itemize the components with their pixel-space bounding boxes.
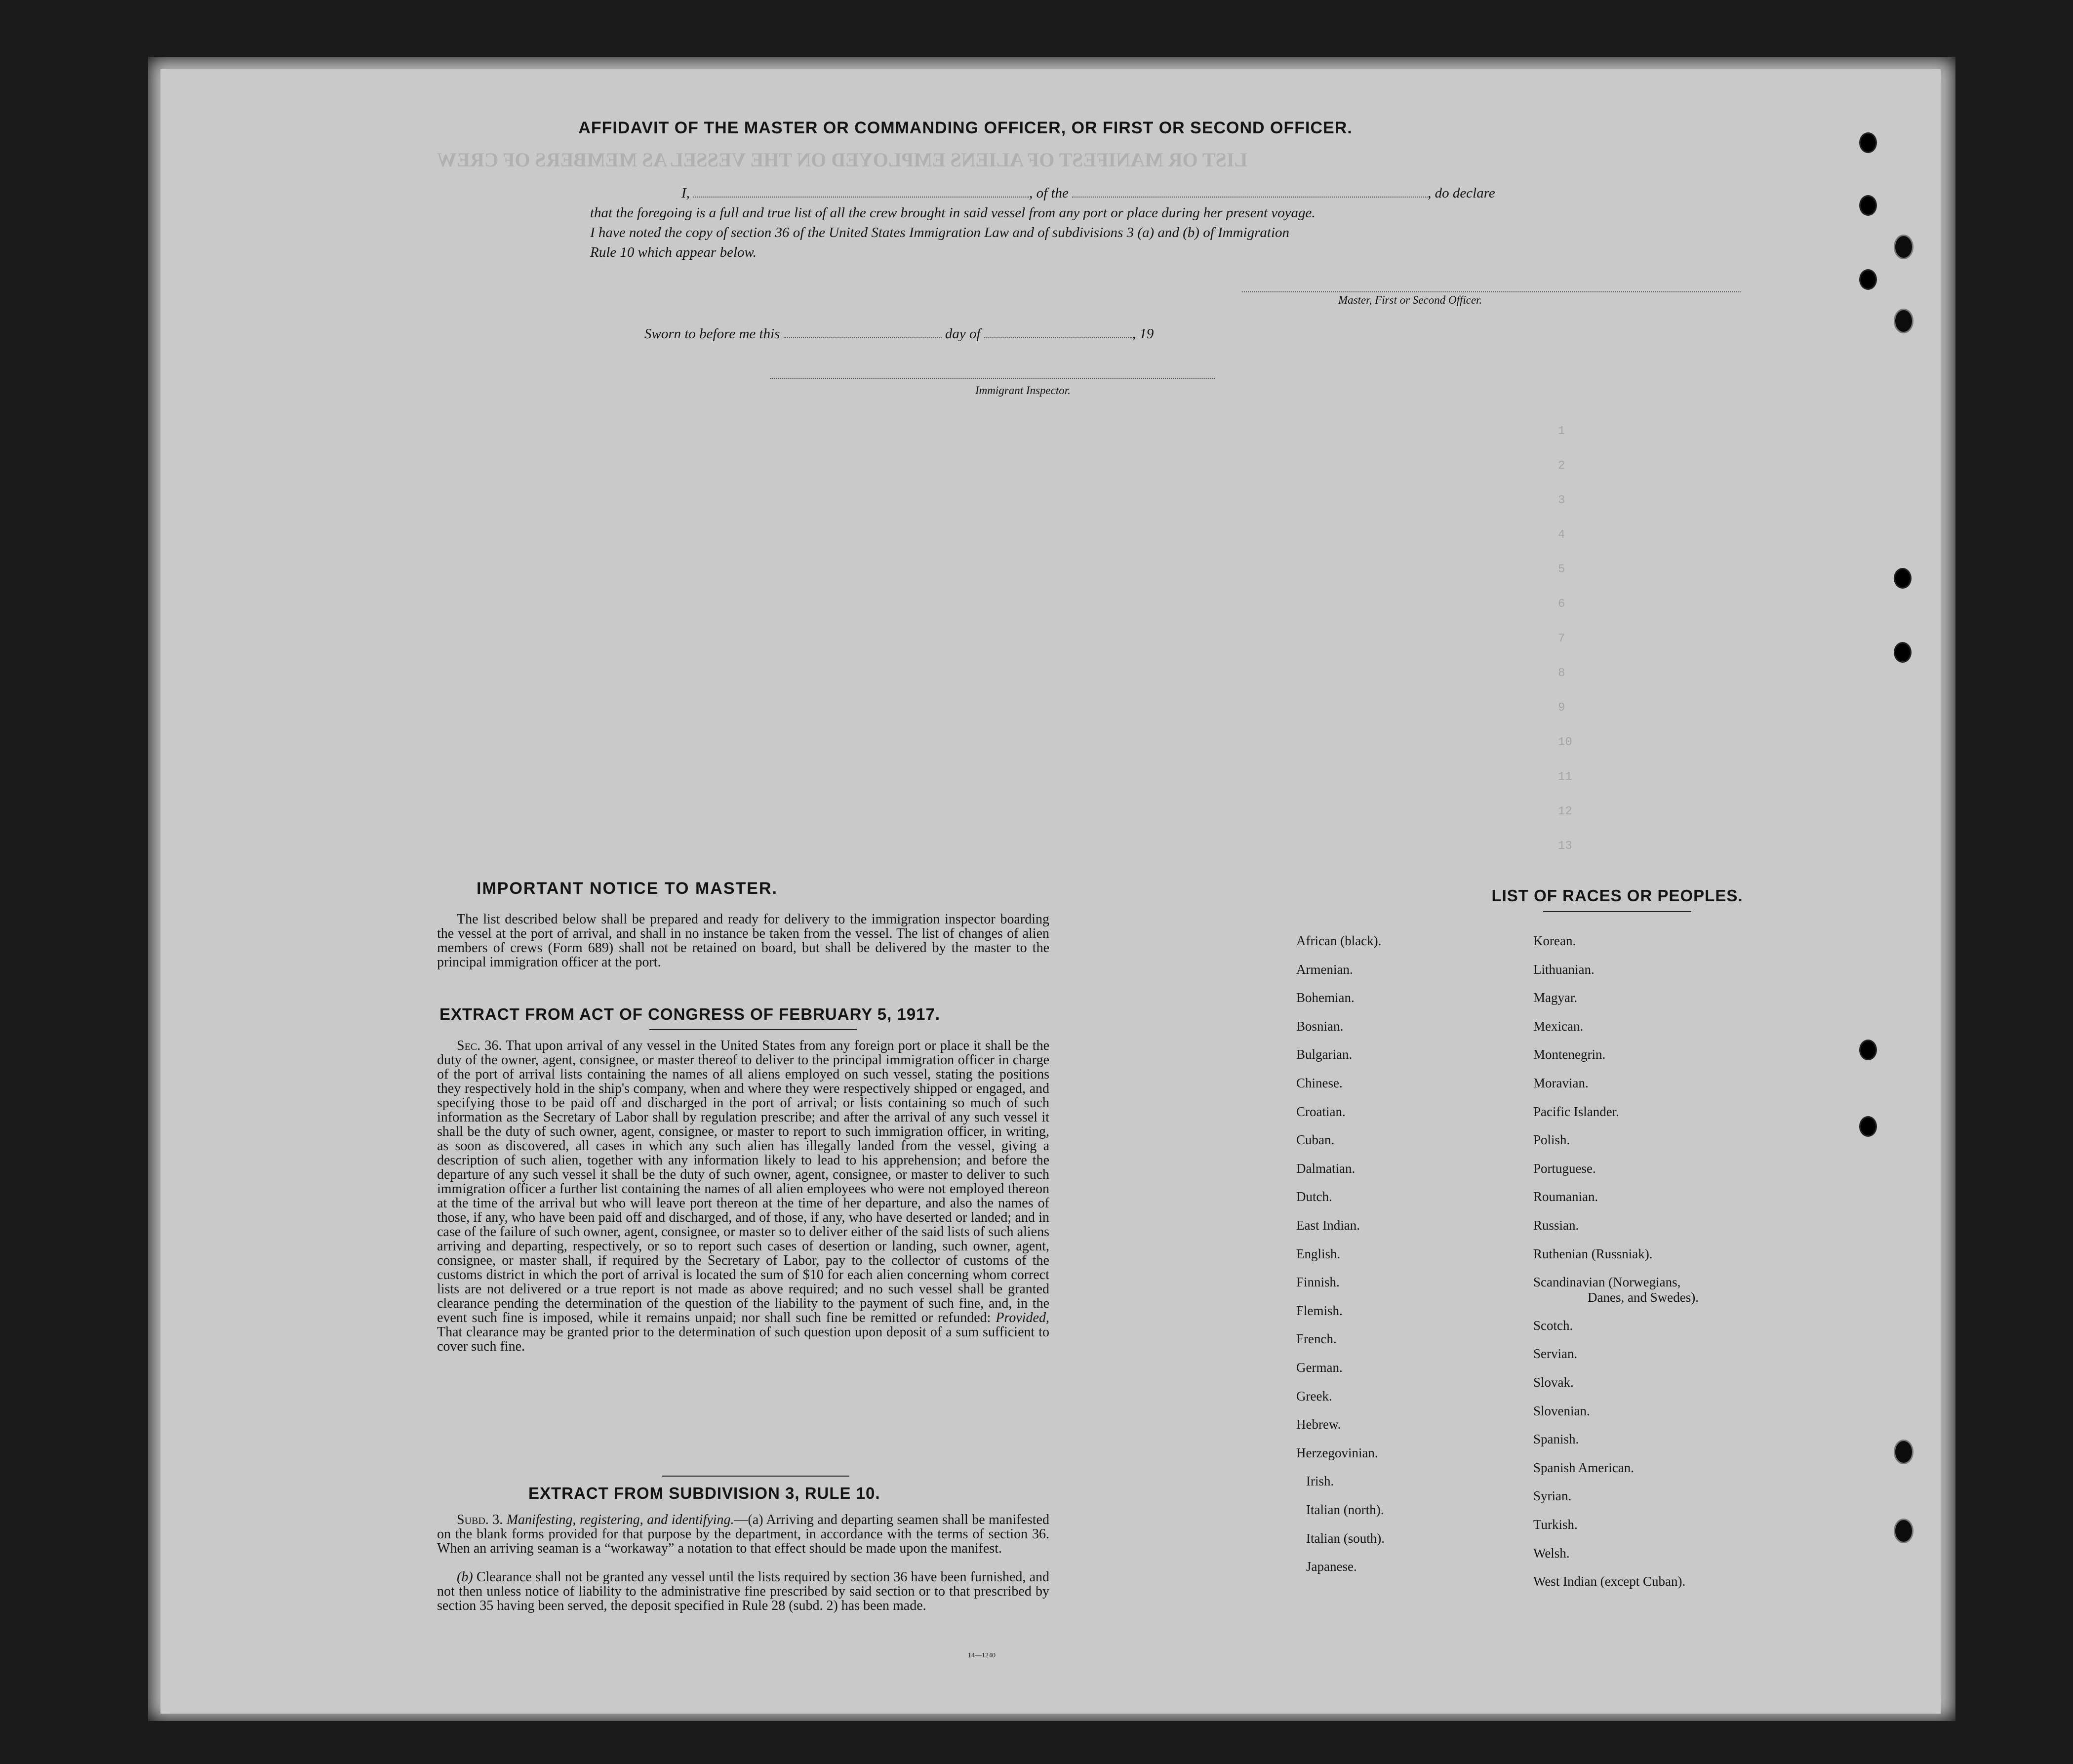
affidavit-title: AFFIDAVIT OF THE MASTER OR COMMANDING OFFICER, OR FIRST OR SECOND OFFICER. [578, 119, 1353, 137]
notice-paragraph: The list described below shall be prepared and ready for delivery to the immigration inspector boarding the vessel at the port of arrival, and shall in no instance be taken from the vessel. The list of changes of alien members of crews (Form 689) shall not be retained on board, but shall be delivered by the master to the principal immigration officer at the port. [437, 912, 1049, 970]
divider [649, 1029, 857, 1030]
race-item: African (black). [1296, 933, 1382, 948]
subd-label: Subd. 3. [457, 1512, 503, 1527]
race-item: Portuguese. [1533, 1161, 1596, 1176]
binder-hole [1859, 1116, 1877, 1137]
race-item: Slovenian. [1533, 1403, 1590, 1418]
divider [1543, 911, 1691, 912]
sworn-text: Sworn to before me this [644, 326, 780, 342]
month-blank [984, 326, 1132, 338]
subd-heading: Manifesting, registering, and identifying. [506, 1512, 734, 1527]
race-item: Bohemian. [1296, 990, 1355, 1005]
affidavit-declaration-line [681, 185, 1495, 201]
race-item: Herzegovinian. [1296, 1445, 1378, 1460]
race-item: Slovak. [1533, 1375, 1574, 1390]
race-item: Korean. [1533, 933, 1576, 948]
race-item: Turkish. [1533, 1517, 1578, 1532]
act-extract-title: EXTRACT FROM ACT OF CONGRESS OF FEBRUARY 5, 1917. [439, 1005, 941, 1023]
provided-word: Provided, [996, 1310, 1049, 1325]
race-item: Irish. [1306, 1474, 1334, 1489]
binder-hole [1859, 1040, 1877, 1060]
rule-extract-title: EXTRACT FROM SUBDIVISION 3, RULE 10. [528, 1484, 880, 1502]
section-end: That clearance may be granted prior to the determination of such question upon deposit of a sum sufficient to cover such fine. [437, 1324, 1049, 1354]
year-text: , 19 [1132, 326, 1154, 342]
race-item: Moravian. [1533, 1076, 1589, 1090]
divider [662, 1476, 849, 1477]
inspector-caption: Immigrant Inspector. [975, 384, 1071, 397]
binder-hole [1894, 642, 1912, 663]
section-label: Sec. 36. [457, 1038, 502, 1053]
race-item: West Indian (except Cuban). [1533, 1574, 1686, 1589]
race-item: Scotch. [1533, 1318, 1573, 1333]
affidavit-line-3: I have noted the copy of section 36 of the United States Immigration Law and of subdivisions 3 (a) and (b) of Immigration [590, 225, 1290, 241]
name-blank [693, 186, 1029, 198]
race-item: Magyar. [1533, 990, 1578, 1005]
race-item: Mexican. [1533, 1018, 1584, 1034]
race-item: Chinese. [1296, 1076, 1343, 1090]
race-item: Lithuanian. [1533, 962, 1595, 977]
binder-hole [1894, 235, 1914, 259]
race-item: Danes, and Swedes). [1588, 1289, 1699, 1305]
race-item: Ruthenian (Russniak). [1533, 1246, 1653, 1261]
race-item: Montenegrin. [1533, 1047, 1606, 1062]
race-item: Italian (north). [1306, 1502, 1384, 1517]
sworn-line [644, 326, 1154, 342]
vessel-blank [1072, 186, 1428, 198]
race-item: Spanish. [1533, 1432, 1579, 1447]
race-item: Pacific Islander. [1533, 1104, 1619, 1119]
subd-a-body: —(a) Arriving and departing seamen shall be manifested on the blank forms provided for that purpose by the department, in accordance with the terms of section 36. When an arriving seaman is a “workaway” a notation to that effect should be made upon the manifest. [437, 1512, 1049, 1556]
affidavit-of-the: , of the [1029, 185, 1069, 201]
race-item: English. [1296, 1246, 1341, 1261]
race-item: Dalmatian. [1296, 1161, 1355, 1176]
master-caption: Master, First or Second Officer. [1338, 294, 1482, 306]
race-item: German. [1296, 1360, 1343, 1375]
race-item: Armenian. [1296, 962, 1353, 977]
section-36-text [437, 1039, 1049, 1354]
binder-hole [1859, 269, 1877, 290]
race-item: Cuban. [1296, 1132, 1335, 1148]
race-item: Hebrew. [1296, 1417, 1341, 1432]
race-item: Bulgarian. [1296, 1047, 1353, 1062]
race-item: East Indian. [1296, 1218, 1360, 1233]
race-item: Bosnian. [1296, 1018, 1344, 1034]
race-item: Polish. [1533, 1132, 1570, 1148]
affidavit-declare: , do declare [1428, 185, 1495, 201]
notice-title: IMPORTANT NOTICE TO MASTER. [477, 879, 778, 898]
race-item: Servian. [1533, 1346, 1578, 1362]
race-item: French. [1296, 1331, 1337, 1347]
day-blank [784, 326, 942, 338]
affidavit-i: I, [681, 185, 690, 201]
subd-b-label: (b) [457, 1569, 473, 1585]
race-item: Roumanian. [1533, 1189, 1598, 1204]
race-item: Flemish. [1296, 1303, 1343, 1318]
subd-b-body: Clearance shall not be granted any vessel until the lists required by section 36 have been furnished, and not then unless notice of liability to the administrative fine prescribed by said section or to that prescribed by section 35 having been served, the deposit specified in Rule 28 (subd. 2) has been made. [437, 1569, 1049, 1613]
section-body: That upon arrival of any vessel in the United States from any foreign port or place it shall be the duty of the owner, agent, consignee, or master thereof to deliver to the principal immigration officer in charge of the port of arrival lists containing the names of all aliens employed on such vessel, stating the positions they respectively hold in the ship's company, when and where they were respectively shipped or engaged, and specifying those to be paid off and discharged in the port of arrival; or lists containing so much of such information as the Secretary of Labor shall by regulation prescribe; and after the arrival of any such vessel it shall be the duty of such owner, agent, consignee, or master to report to such immigration officer, in writing, as soon as discovered, all cases in which any such alien has illegally landed from the vessel, giving a description of such alien, together with any information likely to lead to his apprehension; and before the departure of any such vessel it shall be the duty of such owner, agent, consignee, or master to deliver to such immigration officer a further list containing the names of all alien employees who were not employed thereon at the time of the arrival but who will leave port thereon at the time of her departure, and also the names of those, if any, who have been paid off and discharged, and of those, if any, who have deserted or landed; and in case of the failure of such owner, agent, consignee, or master so to deliver either of the said lists of such aliens arriving and departing, respectively, or so to report such cases of desertion or landing, such owner, agent, consignee, or master shall, if required by the Secretary of Labor, pay to the collector of customs of the customs district in which the port of arrival is located the sum of $10 for each alien concerning whom correct lists are not delivered or a true report is not made as above required; and no such vessel shall be granted clearance pending the determination of the question of the liability to the payment of such fine, and, in the event such fine is imposed, while it remains unpaid; nor shall such fine be remitted or refunded: [437, 1038, 1049, 1325]
race-item: Russian. [1533, 1218, 1579, 1233]
races-title: LIST OF RACES OR PEOPLES. [1491, 886, 1743, 905]
binder-hole [1894, 1440, 1914, 1464]
race-item: Croatian. [1296, 1104, 1346, 1119]
race-item: Scandinavian (Norwegians, [1533, 1275, 1681, 1290]
race-item: Italian (south). [1306, 1530, 1385, 1546]
binder-hole [1894, 1519, 1914, 1543]
binder-hole [1894, 309, 1914, 333]
binder-hole [1894, 568, 1912, 589]
manifest-page: LIST OR MANIFEST OF ALIENS EMPLOYED ON THE VESSEL AS MEMBERS OF CREW 1 2 3 4 5 6 7 8 9 10 11 12 13 AFFIDAVIT OF THE MASTER OR COMMANDING OFFICER, OR FIRST OR SECOND OFFICER. I, , of the , do declare that the foregoing is a full and true list of all the crew brought in said vessel from any port or place during her present voyage. I have noted the copy of section 36 of the United States Immigration Law and of subdivisions 3 (a) and (b) of Immigration Rule 10 which appear below. Master, First or Second Officer. Sworn to before me this day of , 19 Immigrant Inspector. IMPORTANT NOTICE TO MASTER. The list described below shall be prepared and ready for delivery to the immigration inspector boarding the vessel at the port of arrival, and shall in no instance be taken from the vessel. The list of changes of alien members of crews (Form 689) shall not be retained on board, but shall be delivered by the master to the principal immigration officer at the port. EXTRACT FROM ACT OF CONGRESS OF FEBRUARY 5, 1917. Sec. 36. That upon arrival of any vessel in the United States from any foreign port or place it shall be the duty of the owner, agent, consignee, or master thereof to deliver to the principal immigration officer in charge of the port of arrival lists containing the names of all aliens employed on such vessel, stating the positions they respectively hold in the ship's company, when and where they were respectively shipped or engaged, and specifying those to be paid off and discharged in the port of arrival; or lists containing so much of such information as the Secretary of Labor shall by regulation prescribe; and after the arrival of any such vessel it shall be the duty of such owner, agent, consignee, or master to report to such immigration officer, in writing, as soon as discovered, all cases in which any such alien has illegally landed from the vessel, giving a description of such alien, together with any information likely to lead to his apprehension; and before the departure of any such vessel it shall be the duty of such owner, agent, consignee, or master to deliver to such immigration officer a further list containing the names of all alien employees who were not employed thereon at the time of the arrival but who will leave port thereon at the time of her departure, and also the names of those, if any, who have been paid off and discharged, and of those, if any, who have deserted or landed; and in case of the failure of such owner, agent, consignee, or master so to deliver either of the said lists of such aliens arriving and departing, respectively, or so to report such cases of desertion or landing, such owner, agent, consignee, or master shall, if required by the Secretary of Labor, pay to the collector of customs of the customs district in which the port of arrival is located the sum of $10 for each alien concerning whom correct lists are not delivered or a true report is not made as above required; and no such vessel shall be granted clearance pending the determination of the question of the liability to the payment of such fine, and, in the event such fine is imposed, while it remains unpaid; nor shall such fine be remitted or refunded: Provided, That clearance may be granted prior to the determination of such question upon deposit of a sum sufficient to cover such fine. EXTRACT FROM SUBDIVISION 3, RULE 10. Subd. 3. Manifesting, registering, and identifying.—(a) Arriving and departing seamen shall be manifested on the blank forms provided for that purpose by the department, in accordance with the terms of section 36. When an arriving seaman is a “workaway” a notation to that effect should be made upon the manifest. (b) Clearance shall not be granted any vessel until the lists required by section 36 have been furnished, and not then unless notice of liability to the administrative fine prescribed by said section or to that prescribed by section 35 having been served, the deposit specified in Rule 28 (subd. 2) has been made. 14—1240 LIST OF RACES OR PEOPLES. African (black). Armenian. Bohemian. Bosnian. Bulgarian. Chinese. Croatian. Cuban. Dalmatian. Dutch. East Indian. English. Finnish. Flemish. French. German. Greek. Hebrew. Herzegovinian. Irish. Italian (north). Italian (south). Japanese. Korean. Lithuanian. Magyar. Mexican. Montenegrin. Moravian. Pacific Islander. Polish. Portuguese. Roumanian. Russian. Ruthenian (Russniak). Scandinavian (Norwegians, Danes, and Swedes). Scotch. Servian. Slovak. Slovenian. Spanish. Spanish American. Syrian. Turkish. Welsh. West Indian (except Cuban). [160, 69, 1941, 1714]
master-signature-line [1242, 291, 1741, 292]
race-item: Syrian. [1533, 1488, 1572, 1504]
binder-hole [1859, 132, 1877, 153]
subdivision-b-text [437, 1570, 1049, 1613]
binder-hole [1859, 195, 1877, 216]
race-item: Spanish American. [1533, 1460, 1634, 1475]
race-item: Welsh. [1533, 1545, 1570, 1561]
race-item: Greek. [1296, 1388, 1332, 1403]
inspector-signature-line [770, 378, 1215, 379]
race-item: Dutch. [1296, 1189, 1332, 1204]
affidavit-line-4: Rule 10 which appear below. [590, 244, 757, 260]
form-number: 14—1240 [968, 1652, 996, 1659]
race-item: Finnish. [1296, 1275, 1340, 1290]
race-item: Japanese. [1306, 1559, 1357, 1574]
affidavit-line-2: that the foregoing is a full and true list of all the crew brought in said vessel from any port or place during her present voyage. [590, 205, 1316, 221]
day-of-text: day of [945, 326, 981, 342]
subdivision-a-text [437, 1513, 1049, 1556]
